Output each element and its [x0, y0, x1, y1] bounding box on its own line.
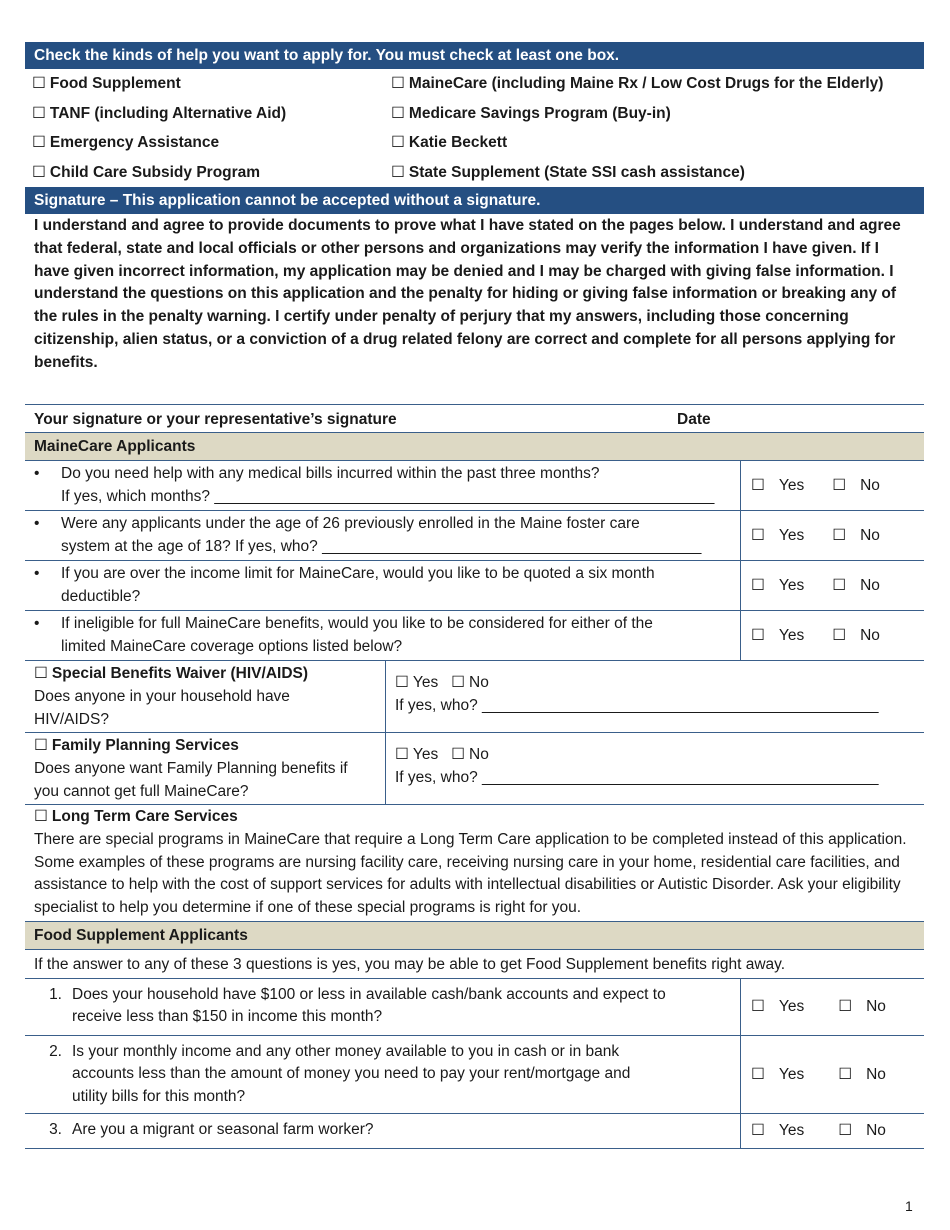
hiv-aids-row: ☐ Special Benefits Waiver (HIV/AIDS) Does anyone in your household have HIV/AIDS? ☐ Yes ☐ No If yes, who? ______________________________________________	[25, 661, 924, 733]
family-planning-who-field[interactable]: If yes, who? ______________________________________________	[395, 769, 879, 786]
checkbox-icon[interactable]: ☐	[832, 577, 847, 594]
no-option[interactable]: ☐ No	[451, 674, 489, 691]
checkbox-icon[interactable]: ☐	[395, 674, 409, 691]
bullet-icon: •	[34, 565, 40, 582]
checkbox-icon[interactable]: ☐	[832, 627, 847, 644]
mainecare-question-row: • Were any applicants under the age of 26 previously enrolled in the Maine foster care system at the age of 18? If yes, who? ____________________________________________ ☐ Yes ☐ No	[25, 511, 924, 561]
no-option[interactable]: ☐ No	[832, 577, 880, 594]
checkbox-icon[interactable]: ☐	[391, 163, 405, 181]
signature-label: Your signature or your representative’s signature	[34, 411, 397, 428]
food-question-row: 3. Are you a migrant or seasonal farm worker? ☐ Yes ☐ No	[25, 1114, 924, 1149]
option-tanf[interactable]: ☐ TANF (including Alternative Aid)	[25, 99, 384, 129]
help-options-grid	[25, 69, 924, 187]
checkbox-icon[interactable]: ☐	[751, 1065, 765, 1083]
long-term-care-section	[25, 805, 924, 922]
option-food-supplement[interactable]: ☐ Food Supplement	[25, 69, 384, 99]
yes-option[interactable]: ☐ Yes	[751, 998, 805, 1016]
family-planning-row: ☐ Family Planning Services Does anyone want Family Planning benefits if you cannot get full MaineCare? ☐ Yes ☐ No If yes, who? ______________________________________________	[25, 733, 924, 805]
checkbox-icon[interactable]: ☐	[751, 627, 765, 644]
no-option[interactable]: ☐ No	[832, 527, 880, 544]
signature-section-header: Signature – This application cannot be accepted without a signature.	[25, 187, 924, 214]
checkbox-icon[interactable]: ☐	[451, 746, 466, 763]
checkbox-icon[interactable]: ☐	[751, 998, 765, 1016]
medical-bills-months-field[interactable]: If yes, which months? __________________________________________________________	[61, 487, 715, 505]
option-medicare-savings[interactable]: ☐ Medicare Savings Program (Buy-in)	[384, 99, 924, 129]
checkbox-icon[interactable]: ☐	[32, 134, 46, 151]
long-term-care-text: There are special programs in MaineCare that require a Long Term Care application to be completed instead of this application. Some examples of these programs are nursing facility care, receiving nursing care in your home, residential care facilities, and assistance to help with the cost of support services for adults with intellectual disabilities or Autistic Disorder. Ask your eligibility specialist to help you determine if one of these special programs is right for you.	[34, 830, 907, 917]
checkbox-icon[interactable]: ☐	[34, 665, 48, 682]
mainecare-question-row: • If you are over the income limit for MaineCare, would you like to be quoted a six month deductible? ☐ Yes ☐ No	[25, 561, 924, 611]
mainecare-question-row: • Do you need help with any medical bills incurred within the past three months? If yes, which months? __________________________________________________________ ☐ Yes ☐ No	[25, 461, 924, 511]
food-question-row: 1. Does your household have $100 or less in available cash/bank accounts and expect to receive less than $150 in income this month? ☐ Yes ☐ No	[25, 979, 924, 1036]
no-option[interactable]: ☐ No	[832, 477, 880, 494]
date-label: Date	[677, 411, 711, 428]
option-katie-beckett[interactable]: ☐ Katie Beckett	[384, 128, 924, 158]
hiv-aids-title: Special Benefits Waiver (HIV/AIDS)	[51, 665, 309, 682]
checkbox-icon[interactable]: ☐	[751, 527, 765, 544]
yes-option[interactable]: ☐ Yes	[751, 627, 805, 644]
option-mainecare[interactable]: ☐ MaineCare (including Maine Rx / Low Cost Drugs for the Elderly)	[384, 69, 924, 99]
checkbox-icon[interactable]: ☐	[391, 75, 405, 92]
yes-option[interactable]: ☐ Yes	[751, 1122, 805, 1140]
food-question-row: 2. Is your monthly income and any other money available to you in cash or in bank accounts less than the amount of money you need to pay your rent/mortgage and utility bills for this month? ☐ Yes ☐ No	[25, 1036, 924, 1114]
checkbox-icon[interactable]: ☐	[34, 808, 48, 825]
mainecare-header: MaineCare Applicants	[25, 433, 924, 461]
food-supplement-header: Food Supplement Applicants	[25, 922, 924, 950]
option-state-supplement[interactable]: ☐ State Supplement (State SSI cash assistance)	[384, 158, 924, 188]
no-option[interactable]: ☐ No	[838, 1122, 886, 1140]
mainecare-question-row: • If ineligible for full MaineCare benefits, would you like to be considered for either of the limited MaineCare coverage options listed below? ☐ Yes ☐ No	[25, 611, 924, 661]
yes-option[interactable]: ☐ Yes	[751, 527, 805, 544]
signature-statement: I understand and agree to provide documents to prove what I have stated on the pages below. I understand and agree that federal, state and local officials or other persons and organizations may verify the information I have given. If I have given incorrect information, my application may be denied and I may be charged with giving false information. I understand the questions on this application and the penalty for hiding or giving false information or breaking any of the rules in the penalty warning. I certify under penalty of perjury that my answers, including those concerning citizenship, alien status, or a conviction of a drug related felony are correct and complete for all persons applying for benefits.	[34, 217, 901, 371]
option-emergency-assistance[interactable]: ☐ Emergency Assistance	[25, 128, 384, 158]
checkbox-icon[interactable]: ☐	[751, 577, 765, 594]
no-option[interactable]: ☐ No	[838, 998, 886, 1016]
food-supplement-intro: If the answer to any of these 3 questions is yes, you may be able to get Food Supplement benefits right away.	[25, 950, 924, 979]
yes-option[interactable]: ☐ Yes	[751, 477, 805, 494]
foster-care-who-field[interactable]: system at the age of 18? If yes, who? ____________________________________________	[61, 537, 702, 555]
yes-option[interactable]: ☐ Yes	[751, 1065, 805, 1083]
checkbox-icon[interactable]: ☐	[34, 737, 48, 754]
checkbox-icon[interactable]: ☐	[391, 134, 405, 151]
option-child-care-subsidy[interactable]: ☐ Child Care Subsidy Program	[25, 158, 384, 188]
checkbox-icon[interactable]: ☐	[32, 75, 46, 92]
checkbox-icon[interactable]: ☐	[391, 104, 405, 122]
no-option[interactable]: ☐ No	[832, 627, 880, 644]
signature-line[interactable]	[25, 404, 924, 433]
checkbox-icon[interactable]: ☐	[832, 477, 847, 494]
yes-option[interactable]: ☐ Yes	[395, 746, 438, 763]
checkbox-icon[interactable]: ☐	[451, 674, 466, 691]
no-option[interactable]: ☐ No	[838, 1065, 886, 1083]
help-section-header: Check the kinds of help you want to apply for. You must check at least one box.	[25, 42, 924, 69]
page-number: 1	[905, 1198, 913, 1214]
bullet-icon: •	[34, 515, 40, 532]
long-term-care-title: Long Term Care Services	[51, 808, 238, 825]
bullet-icon: •	[34, 615, 40, 632]
checkbox-icon[interactable]: ☐	[832, 527, 847, 544]
checkbox-icon[interactable]: ☐	[395, 746, 409, 763]
checkbox-icon[interactable]: ☐	[32, 163, 46, 181]
checkbox-icon[interactable]: ☐	[32, 104, 46, 122]
hiv-who-field[interactable]: If yes, who? ______________________________________________	[395, 697, 879, 714]
yes-option[interactable]: ☐ Yes	[751, 577, 805, 594]
checkbox-icon[interactable]: ☐	[838, 998, 853, 1016]
yes-option[interactable]: ☐ Yes	[395, 674, 438, 691]
checkbox-icon[interactable]: ☐	[838, 1065, 853, 1083]
family-planning-title: Family Planning Services	[51, 737, 239, 754]
bullet-icon: •	[34, 465, 40, 482]
checkbox-icon[interactable]: ☐	[751, 1122, 765, 1140]
application-page	[25, 42, 924, 1149]
checkbox-icon[interactable]: ☐	[838, 1122, 853, 1140]
checkbox-icon[interactable]: ☐	[751, 477, 765, 494]
no-option[interactable]: ☐ No	[451, 746, 489, 763]
